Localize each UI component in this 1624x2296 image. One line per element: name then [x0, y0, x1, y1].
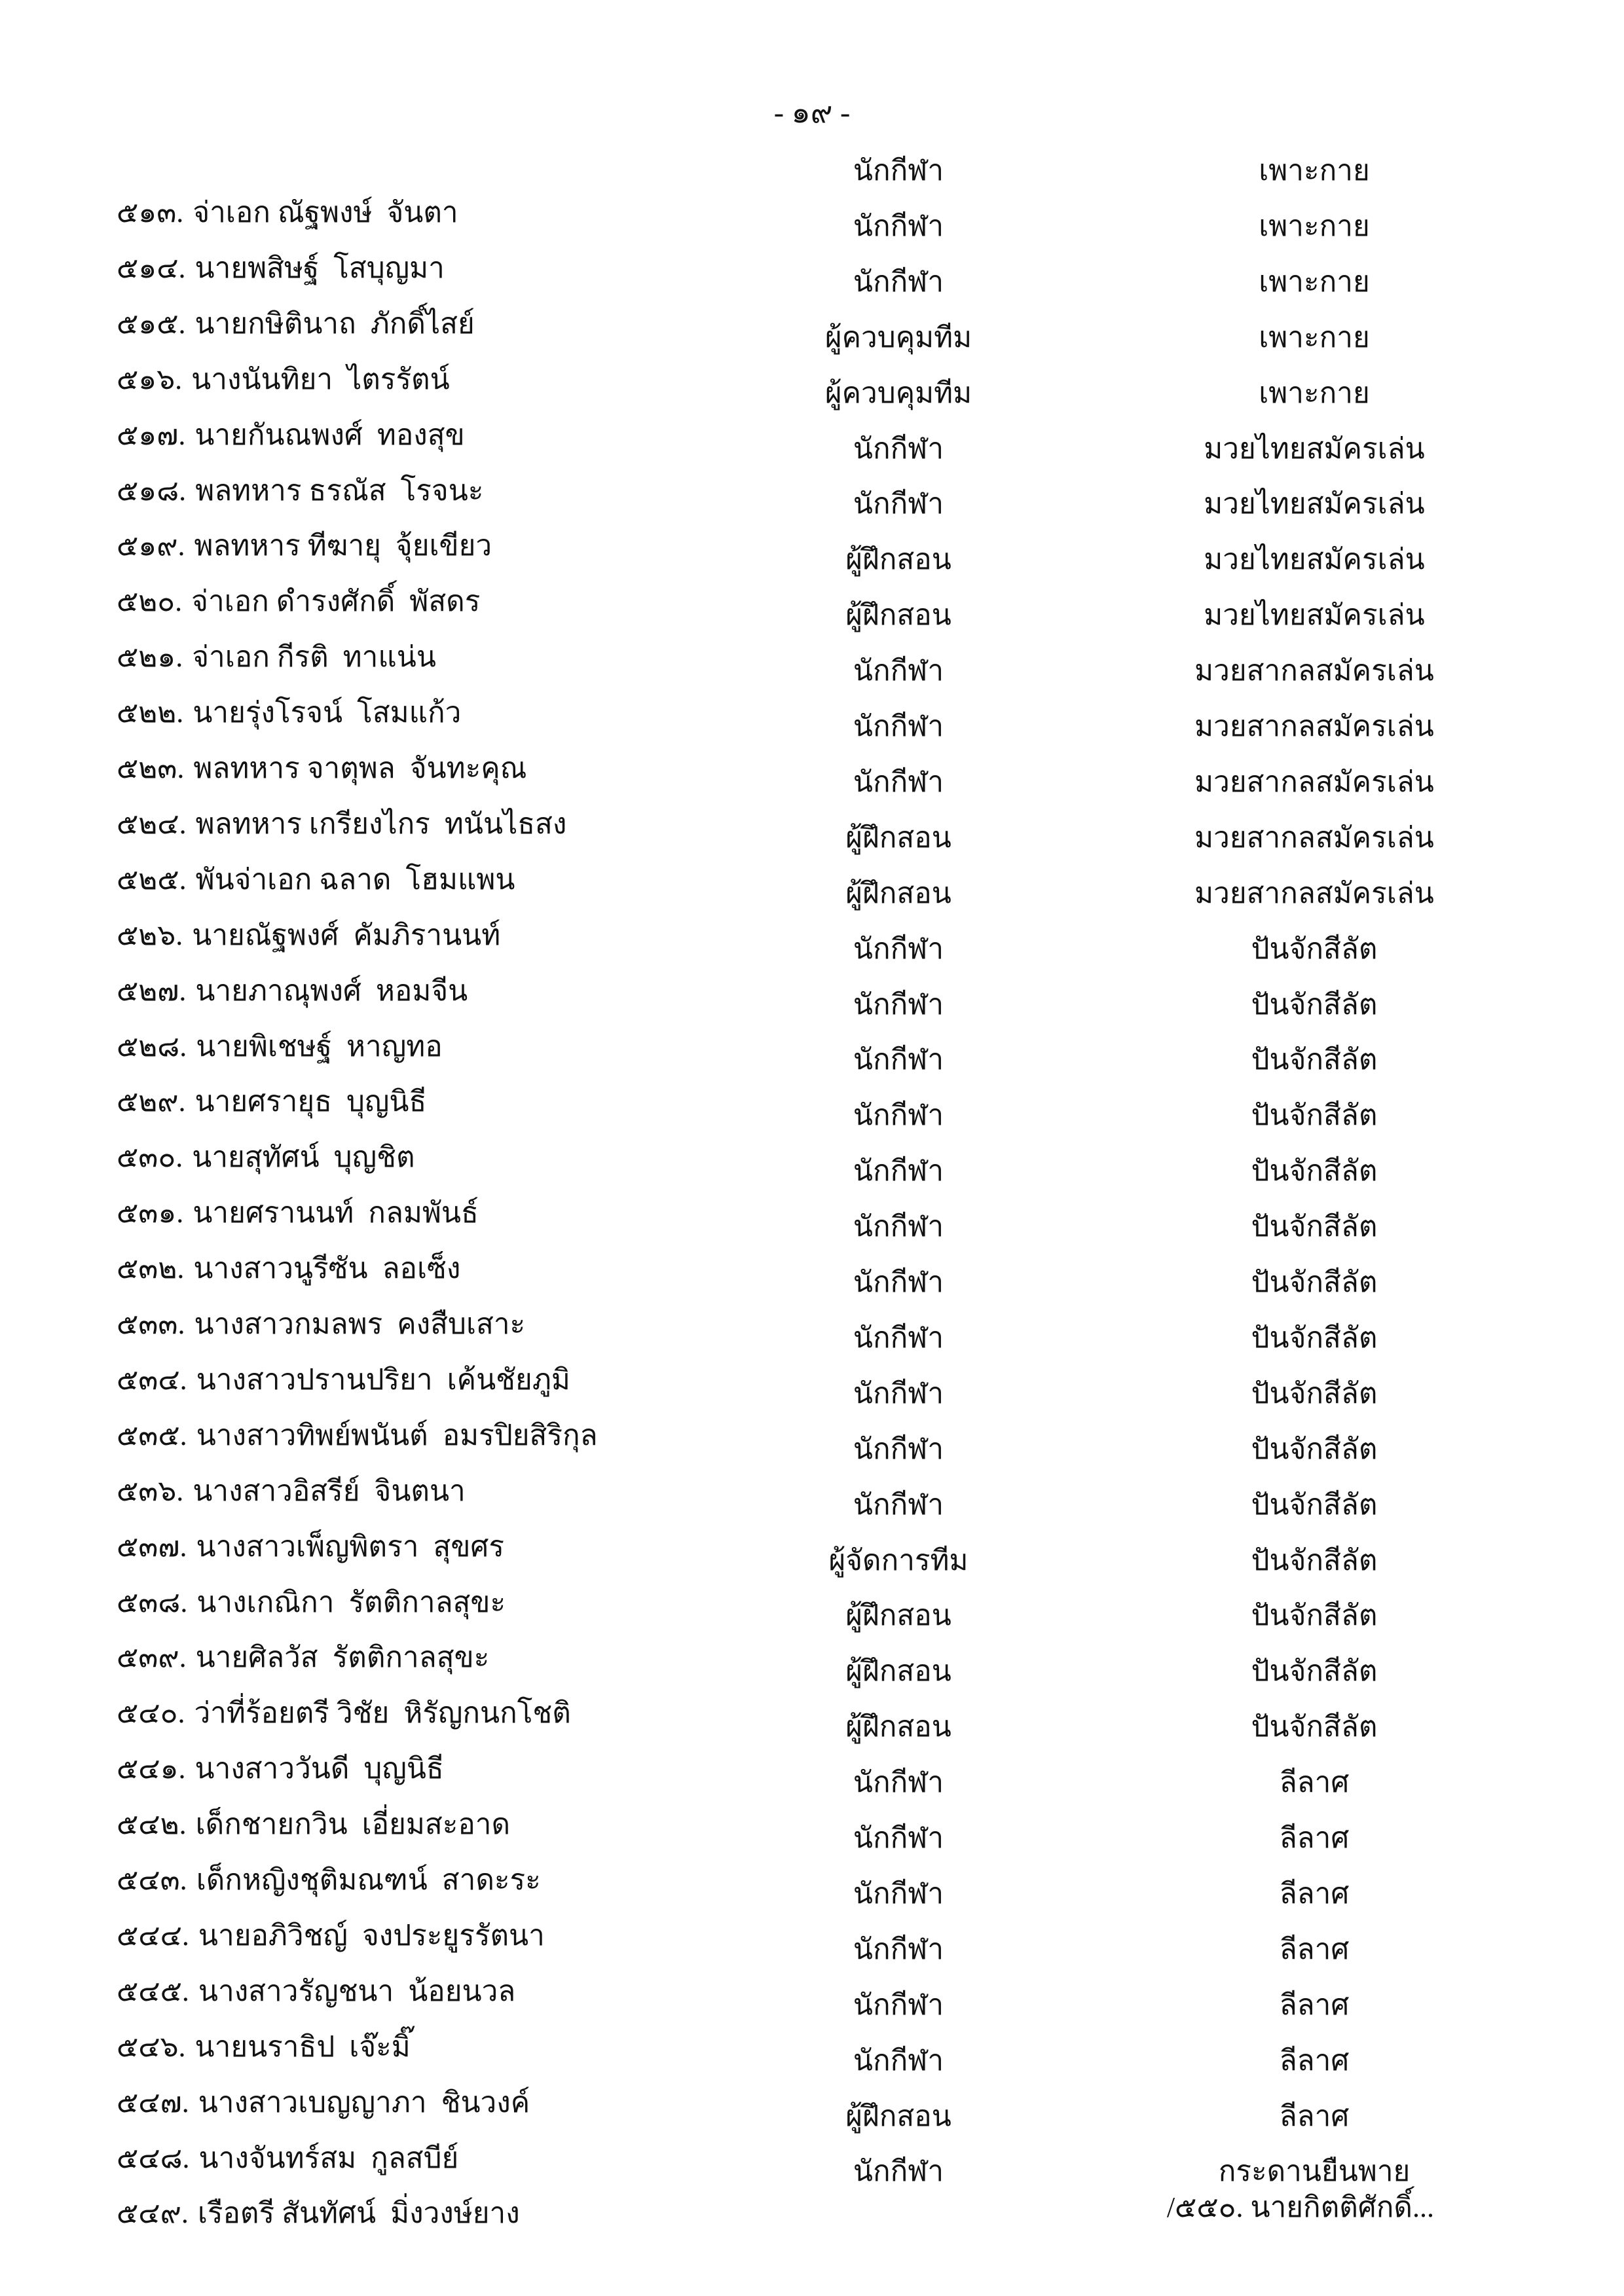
entry-name: นางสาวนูรีซัน ลอเซ็ง [193, 1252, 461, 1285]
entry-number-and-name [73, 317, 728, 395]
entry-sport: ลีลาศ [1279, 1988, 1350, 2021]
entry-role: นักกีฬา [853, 1488, 944, 1521]
entry-name: พลทหาร ธรณัส โรจนะ [195, 474, 484, 507]
roster-row [0, 1206, 1624, 1285]
entry-name: นายกันณพงศ์ ทองสุข [194, 418, 465, 451]
entry-number-and-name [73, 1373, 728, 1451]
entry-number: ๕๔๓. [117, 1864, 187, 1896]
entry-number-and-name [73, 373, 728, 451]
roster-row [0, 428, 1624, 507]
entry-number-and-name [73, 2096, 728, 2174]
entry-number-and-name [73, 1817, 728, 1896]
entry-number-and-name [73, 1873, 728, 1952]
entry-number-and-name [73, 539, 728, 618]
entry-role: นักกีฬา [853, 988, 944, 1021]
entry-sport: ลีลาศ [1279, 1877, 1350, 1910]
entry-name: จ่าเอก ณัฐพงษ์ จันตา [193, 196, 458, 228]
entry-name: นางสาวปรานปริยา เค้นชัยภูมิ [196, 1363, 570, 1396]
roster-row [0, 1929, 1624, 2007]
roster-row [0, 650, 1624, 729]
entry-number-and-name [73, 1317, 728, 1396]
entry-name: พันจ่าเอก ฉลาด โฮมแพน [195, 863, 515, 896]
entry-role: นักกีฬา [853, 2044, 944, 2077]
entry-name: นางจันทร์สม กูลสบีย์ [198, 2141, 459, 2174]
entry-sport: ปันจักสีลัต [1251, 1599, 1378, 1632]
entry-sport: มวยไทยสมัครเล่น [1204, 432, 1425, 465]
entry-number-and-name [73, 928, 728, 1007]
entry-sport: ปันจักสีลัต [1251, 1488, 1378, 1521]
entry-number: ๕๓๐. [117, 1141, 183, 1174]
entry-number: ๕๔๑. [117, 1753, 186, 1785]
entry-role: นักกีฬา [853, 1044, 944, 1076]
entry-name: นางสาวอิสรีย์ จินตนา [193, 1474, 466, 1507]
entry-number: ๕๑๖. [117, 363, 183, 395]
entry-name: นายนราธิป เจ๊ะมิ๊ [194, 2030, 411, 2063]
entry-number-and-name [73, 873, 728, 951]
page-number: - ๑๙ - [773, 96, 851, 129]
entry-name: พลทหาร จาตุพล จันทะคุณ [193, 752, 527, 784]
entry-sport: ปันจักสีลัต [1251, 1099, 1378, 1132]
entry-number: ๕๔๗. [117, 2086, 189, 2119]
entry-number: ๕๒๓. [117, 752, 185, 784]
roster-row [0, 817, 1624, 896]
roster-row [0, 317, 1624, 395]
entry-number: ๕๓๖. [117, 1474, 184, 1507]
entry-number-and-name [73, 261, 728, 340]
entry-name: นางสาวทิพย์พนันต์ อมรปิยสิริกุล [196, 1419, 598, 1451]
entry-sport: กระดานยืนพาย [1218, 2155, 1411, 2188]
entry-number: ๕๒๒. [117, 697, 184, 729]
entry-number: ๕๓๓. [117, 1308, 185, 1340]
roster-row [0, 1262, 1624, 1340]
entry-number: ๕๑๙. [117, 530, 185, 562]
entry-role: นักกีฬา [853, 1211, 944, 1243]
entry-sport: ปันจักสีลัต [1251, 1321, 1378, 1354]
entry-number: ๕๒๙. [117, 1085, 186, 1118]
entry-number-and-name [73, 1039, 728, 1118]
entry-sport: ปันจักสีลัต [1251, 988, 1378, 1021]
entry-number: ๕๓๑. [117, 1197, 184, 1230]
entry-role: ผู้ควบคุมทีม [824, 321, 972, 354]
entry-role: ผู้ฝึกสอน [845, 1599, 951, 1632]
entry-sport: เพาะกาย [1259, 155, 1370, 187]
entry-name: นายณัฐพงศ์ คัมภิรานนท์ [192, 919, 501, 951]
entry-role: นักกีฬา [853, 655, 944, 687]
roster-row [0, 1984, 1624, 2063]
roster-row [0, 1039, 1624, 1118]
entry-sport: ปันจักสีลัต [1251, 1377, 1378, 1410]
entry-number: ๕๓๒. [117, 1252, 185, 1285]
entry-number: ๕๑๓. [117, 196, 184, 228]
entry-number: ๕๔๒. [117, 1808, 187, 1841]
entry-sport: เพาะกาย [1259, 265, 1370, 298]
entry-number: ๕๓๘. [117, 1586, 188, 1618]
entry-sport: เพาะกาย [1259, 321, 1370, 354]
entry-number: ๕๔๘. [117, 2141, 190, 2174]
entry-name: นายกษิตินาถ ภักดิ์ไสย์ [194, 307, 475, 340]
entry-role: นักกีฬา [853, 155, 944, 187]
entry-role: นักกีฬา [853, 1432, 944, 1465]
entry-name: นางสาวเพ็ญพิตรา สุขศร [196, 1530, 504, 1563]
entry-sport: ปันจักสีลัต [1251, 1266, 1378, 1298]
roster-row [0, 1095, 1624, 1174]
entry-name: นายรุ่งโรจน์ โสมแก้ว [193, 697, 462, 729]
entry-sport: ปันจักสีลัต [1251, 1655, 1378, 1688]
entry-name: พลทหาร เกรียงไกร ทนันไธสง [195, 807, 567, 840]
entry-number: ๕๓๙. [117, 1641, 187, 1674]
entry-number: ๕๒๔. [117, 807, 187, 840]
entry-number: ๕๒๑. [117, 641, 183, 674]
entry-number-and-name [73, 1150, 728, 1230]
entry-name: ว่าที่ร้อยตรี วิชัย หิรัญกนกโชติ [194, 1697, 571, 1730]
entry-sport: ลีลาศ [1279, 1933, 1350, 1965]
entry-number: ๕๓๕. [117, 1419, 187, 1451]
entry-name: นางสาวกมลพร คงสืบเสาะ [194, 1308, 526, 1340]
entry-name: นายพสิษฐ์ โสบุญมา [194, 251, 445, 284]
entry-role: นักกีฬา [853, 1822, 944, 1854]
entry-sport: ปันจักสีลัต [1251, 1544, 1378, 1576]
entry-role: นักกีฬา [853, 2155, 944, 2188]
entry-role: นักกีฬา [853, 210, 944, 242]
entry-sport: ปันจักสีลัต [1251, 1155, 1378, 1188]
entry-role: ผู้ฝึกสอน [845, 821, 951, 854]
entry-role: นักกีฬา [853, 710, 944, 742]
entry-number-and-name [73, 594, 728, 674]
entry-role: นักกีฬา [853, 1933, 944, 1965]
entry-number-and-name [73, 1429, 728, 1507]
entry-sport: ลีลาศ [1279, 2044, 1350, 2077]
entry-sport: มวยไทยสมัครเล่น [1204, 488, 1425, 520]
roster-row [0, 706, 1624, 784]
entry-number: ๕๒๐. [117, 585, 183, 618]
entry-role: นักกีฬา [853, 1988, 944, 2021]
entry-number-and-name [73, 1762, 728, 1841]
entry-number: ๕๔๕. [117, 1975, 189, 2007]
entry-number: ๕๑๘. [117, 474, 187, 507]
entry-number-and-name [73, 817, 728, 896]
entry-role: ผู้จัดการทีม [828, 1544, 969, 1576]
entry-name: นางสาวรัญชนา น้อยนวล [198, 1975, 516, 2007]
entry-number-and-name [73, 150, 728, 228]
entry-name: นางเกณิกา รัตติกาลสุขะ [196, 1586, 506, 1618]
entry-number-and-name [73, 1540, 728, 1618]
entry-number: ๕๓๗. [117, 1530, 187, 1563]
entry-name: นายศรายุธ บุญนิธี [194, 1085, 427, 1118]
entry-number: ๕๑๕. [117, 307, 186, 340]
roster-row [0, 1650, 1624, 1730]
entry-number-and-name [73, 706, 728, 784]
roster-row [0, 1817, 1624, 1896]
entry-sport: มวยไทยสมัครเล่น [1204, 599, 1425, 632]
roster-row [0, 539, 1624, 618]
entry-role: ผู้ฝึกสอน [845, 1711, 951, 1743]
entry-number-and-name [73, 1095, 728, 1174]
entry-number-and-name [73, 1984, 728, 2063]
entry-number: ๕๓๔. [117, 1363, 187, 1396]
entry-number-and-name [73, 2040, 728, 2119]
entry-number: ๕๔๔. [117, 1919, 189, 1952]
entry-role: ผู้ฝึกสอน [845, 543, 951, 576]
roster-row [0, 1873, 1624, 1952]
entry-sport: มวยสากลสมัครเล่น [1194, 877, 1434, 909]
entry-number-and-name [73, 1206, 728, 1285]
entry-name: นายศรานนท์ กลมพันธ์ [193, 1197, 479, 1230]
entry-role: นักกีฬา [853, 932, 944, 965]
entry-number-and-name [73, 984, 728, 1063]
entry-name: จ่าเอก ดำรงศักดิ์ พัสดร [191, 585, 481, 618]
entry-name: นางสาววันดี บุญนิธี [194, 1753, 444, 1785]
entry-sport: ลีลาศ [1279, 1822, 1350, 1854]
entry-name: พลทหาร ทีฆายุ จุ้ยเขียว [194, 530, 492, 562]
entry-role: นักกีฬา [853, 1155, 944, 1188]
roster-row [0, 928, 1624, 1007]
entry-sport: ปันจักสีลัต [1251, 1211, 1378, 1243]
entry-sport: มวยไทยสมัครเล่น [1204, 543, 1425, 576]
roster-row [0, 1595, 1624, 1674]
entry-name: นายศิลวัส รัตติกาลสุขะ [195, 1641, 490, 1674]
entry-number-and-name [73, 483, 728, 562]
entry-sport: ปันจักสีลัต [1251, 1432, 1378, 1465]
entry-number: ๕๒๕. [117, 863, 187, 896]
entry-sport: ลีลาศ [1279, 2100, 1350, 2132]
entry-number-and-name [73, 1650, 728, 1730]
entry-role: นักกีฬา [853, 1377, 944, 1410]
entry-name: นายพิเชษฐ์ หาญทอ [196, 1030, 443, 1063]
entry-name: นายภาณุพงศ์ หอมจีน [195, 974, 468, 1007]
entry-role: นักกีฬา [853, 1766, 944, 1799]
entry-number: ๕๔๙. [117, 2197, 189, 2230]
entry-sport: ลีลาศ [1279, 1766, 1350, 1799]
entry-name: เด็กหญิงชุติมณฑน์ สาดะระ [196, 1864, 541, 1896]
entry-sport: มวยสากลสมัครเล่น [1194, 821, 1434, 854]
entry-number: ๕๔๐. [117, 1697, 185, 1730]
entry-number: ๕๑๔. [117, 251, 186, 284]
entry-name: นางสาวเบญญาภา ชินวงค์ [198, 2086, 530, 2119]
entry-role: ผู้ฝึกสอน [845, 2100, 951, 2132]
entry-role: นักกีฬา [853, 1099, 944, 1132]
entry-number: ๕๒๗. [117, 974, 187, 1007]
entry-role: นักกีฬา [853, 1321, 944, 1354]
roster-row [0, 1762, 1624, 1841]
entry-number-and-name [73, 206, 728, 284]
roster-row [0, 1150, 1624, 1230]
roster-row [0, 1429, 1624, 1507]
entry-role: นักกีฬา [853, 265, 944, 298]
entry-role: ผู้ฝึกสอน [845, 1655, 951, 1688]
entry-role: นักกีฬา [853, 765, 944, 798]
entry-sport: ปันจักสีลัต [1251, 1711, 1378, 1743]
continuation-note: /๕๕๐. นายกิตติศักดิ์... [1166, 2191, 1434, 2223]
entry-sport: มวยสากลสมัครเล่น [1194, 710, 1434, 742]
entry-name: จ่าเอก กีรติ ทาแน่น [192, 641, 436, 674]
entry-role: นักกีฬา [853, 1877, 944, 1910]
entry-number-and-name [73, 650, 728, 729]
entry-number-and-name [73, 2151, 728, 2230]
entry-number: ๕๒๖. [117, 919, 183, 951]
entry-name: เรือตรี สันทัศน์ มิ่งวงษ์ยาง [197, 2197, 520, 2230]
entry-name: นายอภิวิชญ์ จงประยูรรัตนา [198, 1919, 545, 1952]
roster-row [0, 150, 1624, 228]
entry-number-and-name [73, 1595, 728, 1674]
entry-number-and-name [73, 1484, 728, 1563]
roster-row [0, 206, 1624, 284]
roster-row [0, 1317, 1624, 1396]
entry-role: นักกีฬา [853, 432, 944, 465]
entry-number-and-name [73, 1706, 728, 1785]
entry-number: ๕๔๖. [117, 2030, 186, 2063]
entry-number: ๕๑๗. [117, 418, 186, 451]
entry-role: นักกีฬา [853, 1266, 944, 1298]
entry-sport: มวยสากลสมัครเล่น [1194, 655, 1434, 687]
entry-number: ๕๒๘. [117, 1030, 187, 1063]
roster-row [0, 984, 1624, 1063]
entry-role: ผู้ฝึกสอน [845, 599, 951, 632]
entry-role: นักกีฬา [853, 488, 944, 520]
entry-number-and-name [73, 1262, 728, 1340]
roster-row [0, 1373, 1624, 1451]
entry-sport: ปันจักสีลัต [1251, 932, 1378, 965]
entry-number-and-name [73, 428, 728, 507]
entry-name: นายสุทัศน์ บุญชิต [192, 1141, 415, 1174]
entry-sport: เพาะกาย [1259, 376, 1370, 409]
entry-sport: ปันจักสีลัต [1251, 1044, 1378, 1076]
entry-role: ผู้ควบคุมทีม [824, 376, 972, 409]
entry-number-and-name [73, 761, 728, 840]
entry-name: เด็กชายกวิน เอี่ยมสะอาด [195, 1808, 511, 1841]
entry-sport: เพาะกาย [1259, 210, 1370, 242]
entry-sport: มวยสากลสมัครเล่น [1194, 765, 1434, 798]
entry-role: ผู้ฝึกสอน [845, 877, 951, 909]
entry-name: นางนันทิยา ไตรรัตน์ [191, 363, 450, 395]
entry-number-and-name [73, 1929, 728, 2007]
